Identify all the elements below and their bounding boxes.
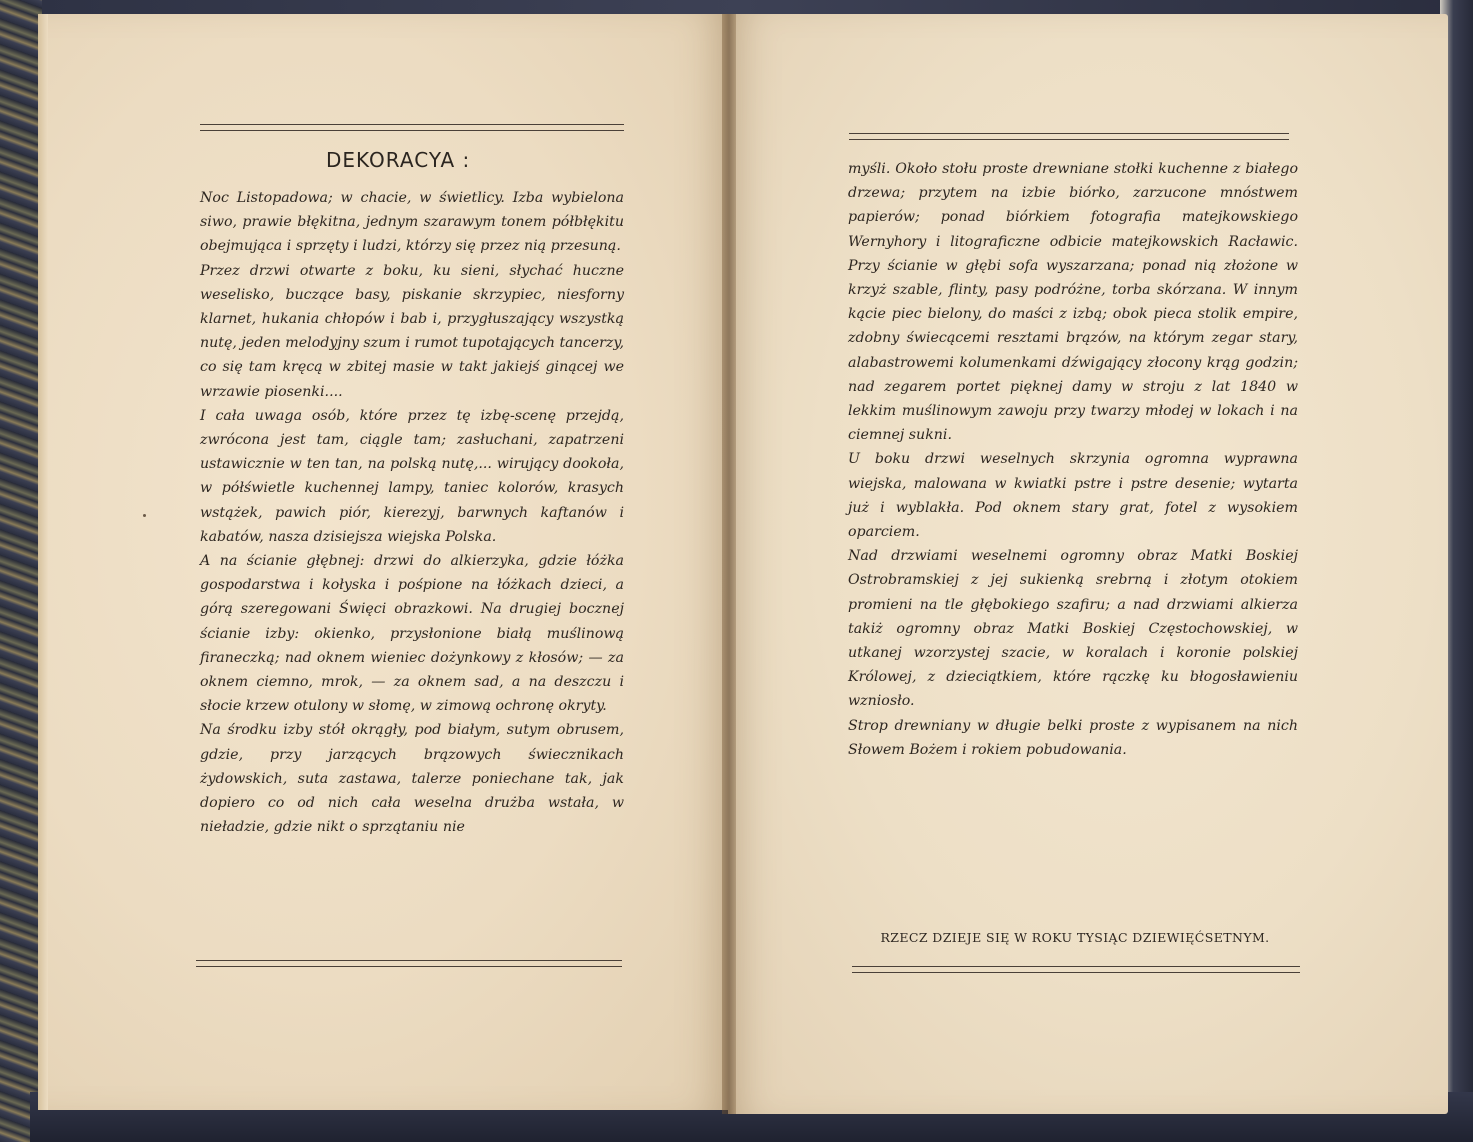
left-page-text — [200, 186, 624, 839]
marbled-binding — [0, 0, 42, 1142]
book-gutter — [722, 14, 736, 1114]
setting-note: RZECZ DZIEJE SIĘ W ROKU TYSIĄC DZIEWIĘĆSETNYM. — [880, 930, 1270, 945]
left-bottom-double-rule — [196, 960, 622, 967]
paragraph: A na ścianie głębnej: drzwi do alkierzyka, gdzie łóżka gospodarstwa i kołyska i pośpione na łóżkach dzieci, a górą szeregowani Święci obrazkowi. Na drugiej bocznej ścianie izby: okienko, przysłonione białą muślinową firaneczką; nad oknem wieniec dożynkowy z kłosów; — za oknem ciemno, mrok, — za oknem sad, a na deszczu i słocie krzew otulony w słomę, w zimową ochronę okryty. — [200, 553, 624, 715]
paragraph: Noc Listopadowa; w chacie, w świetlicy. Izba wybielona siwo, prawie błękitna, jednym szarawym tonem półbłękitu obejmująca i sprzęty i ludzi, którzy się przez nią przesuną. — [200, 190, 624, 255]
paragraph: Nad drzwiami weselnemi ogromny obraz Matki Boskiej Ostrobramskiej z jej sukienką srebrną i złotym otokiem promieni na tle głębokiego szafiru; a nad drzwiami alkierza takiż ogromny obraz Matki Boskiej Częstochowskiej, w utkanej wzorzystej szacie, w koralach i koronie polskiej Królowej, z dzieciątkiem, które rączkę ku błogosławieniu wzniosło. — [848, 548, 1298, 710]
paper-speck — [143, 514, 146, 517]
paragraph: Strop drewniany w długie belki proste z wypisanem na nich Słowem Bożem i rokiem pobudowania. — [848, 717, 1298, 758]
paragraph: I cała uwaga osób, które przez tę izbę-scenę przejdą, zwrócona jest tam, ciągle tam; zasłuchani, zapatrzeni ustawicznie w ten tan, na polską nutę,... wirujący dookoła, w półświetle kuchennej lampy, taniec kolorów, krasych wstążek, pawich piór, kierezyj, barwnych kaftanów i kabatów, nasza dzisiejsza wiejska Polska. — [200, 407, 624, 545]
left-top-double-rule — [200, 124, 624, 131]
right-page-text — [848, 157, 1298, 762]
right-bottom-double-rule — [852, 966, 1300, 973]
paragraph: Przez drzwi otwarte z boku, ku sieni, słychać huczne weselisko, buczące basy, piskanie skrzypiec, niesforny klarnet, hukania chłopów i bab i, przygłuszający wszystką nutę, jeden melodyjny szum i rumot tupotających tancerzy, co się tam kręcą w zbitej masie w takt jakiejś ginącej we wrzawie piosenki.... — [200, 262, 624, 400]
paragraph: U boku drzwi weselnych skrzynia ogromna wyprawna wiejska, malowana w kwiatki pstre i pstre desenie; wytarta już i wyblakła. Pod oknem stary grat, fotel z wysokiem oparciem. — [848, 451, 1298, 541]
paragraph: Na środku izby stół okrągły, pod białym, sutym obrusem, gdzie, przy jarzących brązowych świecznikach żydowskich, suta zastawa, talerze poniechane tak, jak dopiero co od nich cała weselna drużba wstała, w nieładzie, gdzie nikt o sprzątaniu nie — [200, 722, 624, 836]
page-heading: DEKORACYA : — [326, 148, 471, 172]
right-top-double-rule — [849, 133, 1289, 140]
paragraph: myśli. Około stołu proste drewniane stołki kuchenne z białego drzewa; przytem na izbie biórko, zarzucone mnóstwem papierów; ponad biórkiem fotografia matejkowskiego Wernyhory i litograficzne odbicie matejkowskich Racławic. Przy ścianie w głębi sofa wyszarzana; ponad nią złożone w krzyż szable, flinty, pasy podróżne, torba skórzana. W innym kącie piec bielony, do maści z izbą; obok pieca stolik empire, zdobny świecącemi resztami brązów, na którym zegar stary, alabastrowemi kolumenkami dźwigający złocony krąg godzin; nad zegarem portet pięknej damy w stroju z lat 1840 w lekkim muślinowym zawoju przy twarzy młodej w lokach i na ciemnej sukni. — [848, 161, 1298, 444]
